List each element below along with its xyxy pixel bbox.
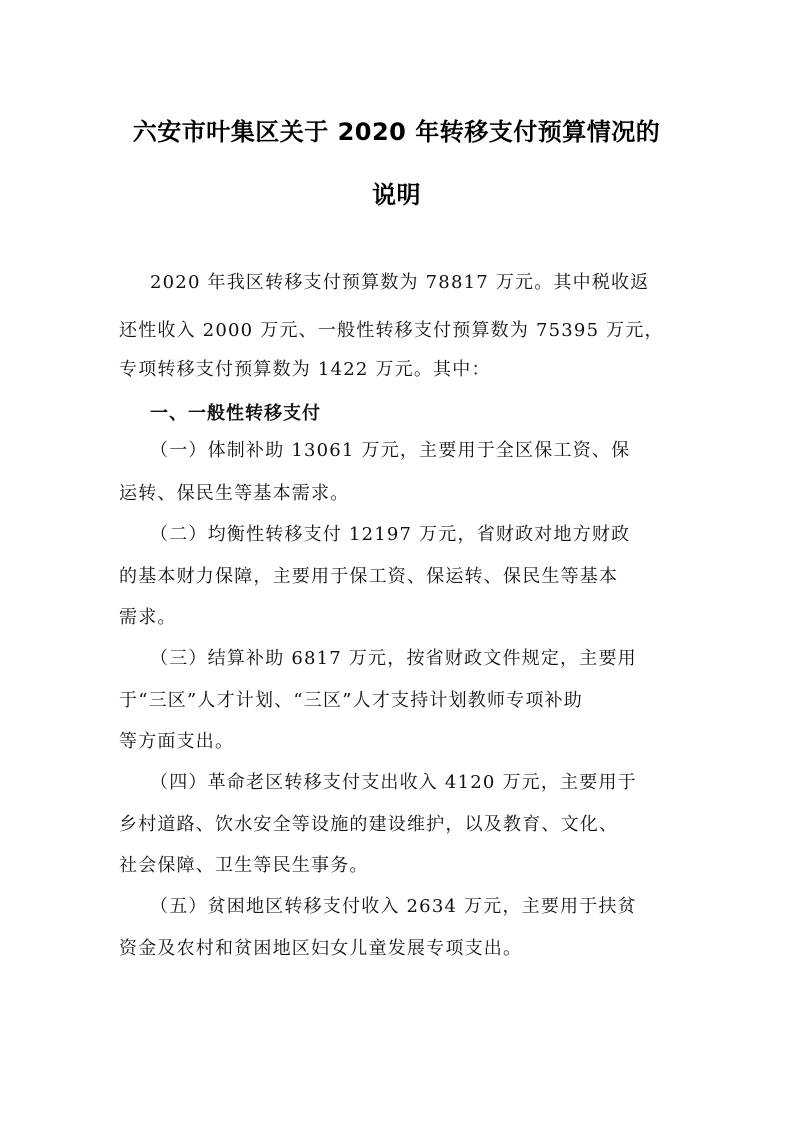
item-2-line-2: 的基本财力保障，主要用于保工资、保运转、保民生等基本 <box>119 566 619 587</box>
item-5-line-1: （五）贫困地区转移支付收入 2634 万元，主要用于扶贫 <box>150 896 637 917</box>
item-4-line-2: 乡村道路、饮水安全等设施的建设维护，以及教育、文化、 <box>119 814 619 835</box>
item-2-line-1: （二）均衡性转移支付 12197 万元，省财政对地方财政 <box>150 524 631 545</box>
item-4-line-1: （四）革命老区转移支付支出收入 4120 万元，主要用于 <box>150 772 637 793</box>
item-5-line-2: 资金及农村和贫困地区妇女儿童发展专项支出。 <box>119 938 523 959</box>
item-3-line-3: 等方面支出。 <box>119 731 235 752</box>
item-3-line-1: （三）结算补助 6817 万元，按省财政文件规定，主要用 <box>150 648 637 669</box>
document-title-line-2: 说明 <box>372 181 421 209</box>
item-4-line-3: 社会保障、卫生等民生事务。 <box>119 855 369 876</box>
item-1-line-1: （一）体制补助 13061 万元，主要用于全区保工资、保 <box>150 440 631 461</box>
paragraph-intro-line-3: 专项转移支付预算数为 1422 万元。其中： <box>119 359 491 380</box>
document-title-line-1: 六安市叶集区关于 2020 年转移支付预算情况的 <box>132 118 661 146</box>
item-1-line-2: 运转、保民生等基本需求。 <box>119 483 350 504</box>
item-3-line-2: 于“三区”人才计划、“三区”人才支持计划教师专项补助 <box>119 690 584 711</box>
paragraph-intro-line-1: 2020 年我区转移支付预算数为 78817 万元。其中税收返 <box>150 272 650 293</box>
item-2-line-3: 需求。 <box>119 607 177 628</box>
paragraph-intro-line-2: 还性收入 2000 万元、一般性转移支付预算数为 75395 万元， <box>119 320 664 341</box>
section-heading-general-transfer: 一、一般性转移支付 <box>150 403 321 424</box>
